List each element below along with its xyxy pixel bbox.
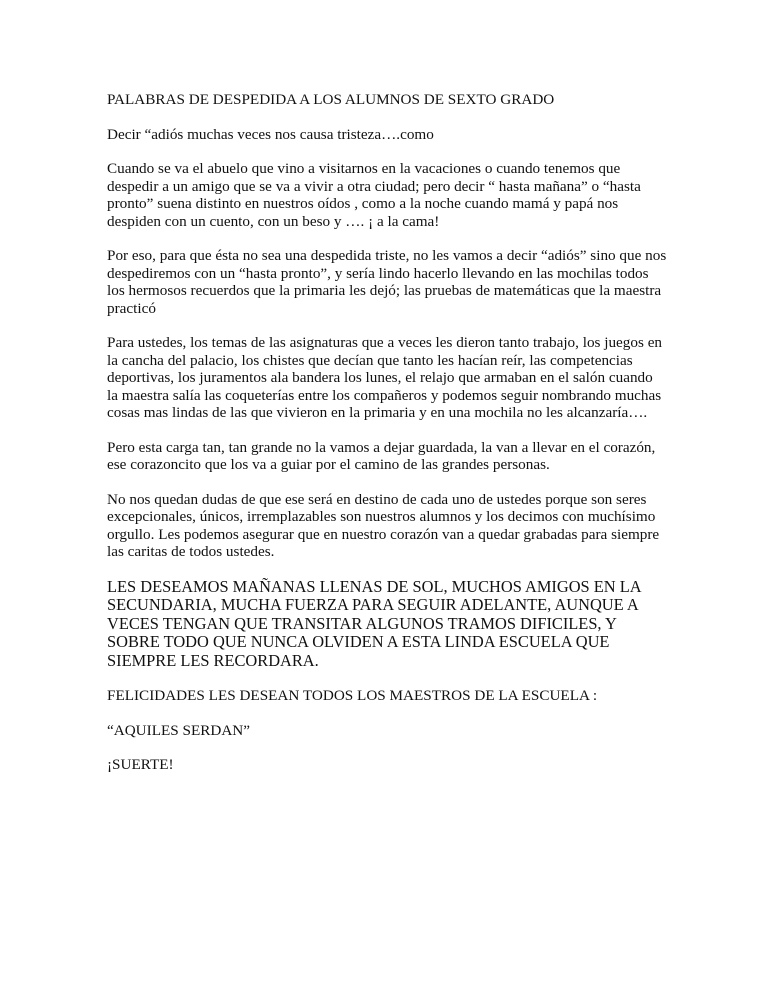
closing-suerte: ¡SUERTE!: [107, 756, 174, 774]
paragraph-heart: Pero esta carga tan, tan grande no la vamos a dejar guardada, la van a llevar en el corazón, ese corazoncito que los va a guiar por el camino de las grandes personas.: [107, 438, 656, 473]
paragraph-congratulations: FELICIDADES LES DESEAN TODOS LOS MAESTROS DE LA ESCUELA :: [107, 687, 598, 705]
paragraph-hasta-pronto: Por eso, para que ésta no sea una despedida triste, no les vamos a decir “adiós” sino que nos despediremos con un “hasta pronto”, y sería lindo hacerlo llevando en las mochilas todos los hermosos recuerdos que la primaria les dejó; las pruebas de matemáticas que la maestra practicó: [107, 247, 667, 317]
school-name: “AQUILES SERDAN”: [107, 721, 250, 739]
document-title: PALABRAS DE DESPEDIDA A LOS ALUMNOS DE SEXTO GRADO: [107, 91, 555, 108]
paragraph-memories: Para ustedes, los temas de las asignaturas que a veces les dieron tanto trabajo, los juegos en la cancha del palacio, los chistes que decían que tanto les hacían reír, las competencias deportivas, los juramentos ala bandera los lunes, el relajo que armaban en el salón cuando la maestra salía las coqueterías entre los compañeros y podemos seguir nombrando muchas cosas mas lindas de las que vivieron en la primaria y en una mochila no les alcanzaría….: [107, 334, 663, 421]
paragraph-destiny: No nos quedan dudas de que ese será en destino de cada uno de ustedes porque son seres excepcionales, únicos, irremplazables son nuestros alumnos y los decimos con muchísimo orgullo. Les podemos asegurar que en nuestro corazón van a quedar grabadas para siempre las caritas de todos ustedes.: [107, 490, 660, 560]
paragraph-intro: Decir “adiós muchas veces nos causa tristeza….como: [107, 125, 434, 143]
paragraph-grandfather: Cuando se va el abuelo que vino a visitarnos en la vacaciones o cuando tenemos que despedir a un amigo que se va a vivir a otra ciudad; pero decir “ hasta mañana” o “hasta pronto” suena distinto en nuestros oídos , como a la noche cuando mamá y papá nos despiden con un cuento, con un beso y …. ¡ a la cama!: [107, 160, 641, 230]
document-body: [107, 91, 667, 791]
paragraph-wishes: LES DESEAMOS MAÑANAS LLENAS DE SOL, MUCHOS AMIGOS EN LA SECUNDARIA, MUCHA FUERZA PARA SEGUIR ADELANTE, AUNQUE A VECES TENGAN QUE TRANSITAR ALGUNOS TRAMOS DIFICILES, Y SOBRE TODO QUE NUNCA OLVIDEN A ESTA LINDA ESCUELA QUE SIEMPRE LES RECORDARA.: [107, 576, 641, 670]
